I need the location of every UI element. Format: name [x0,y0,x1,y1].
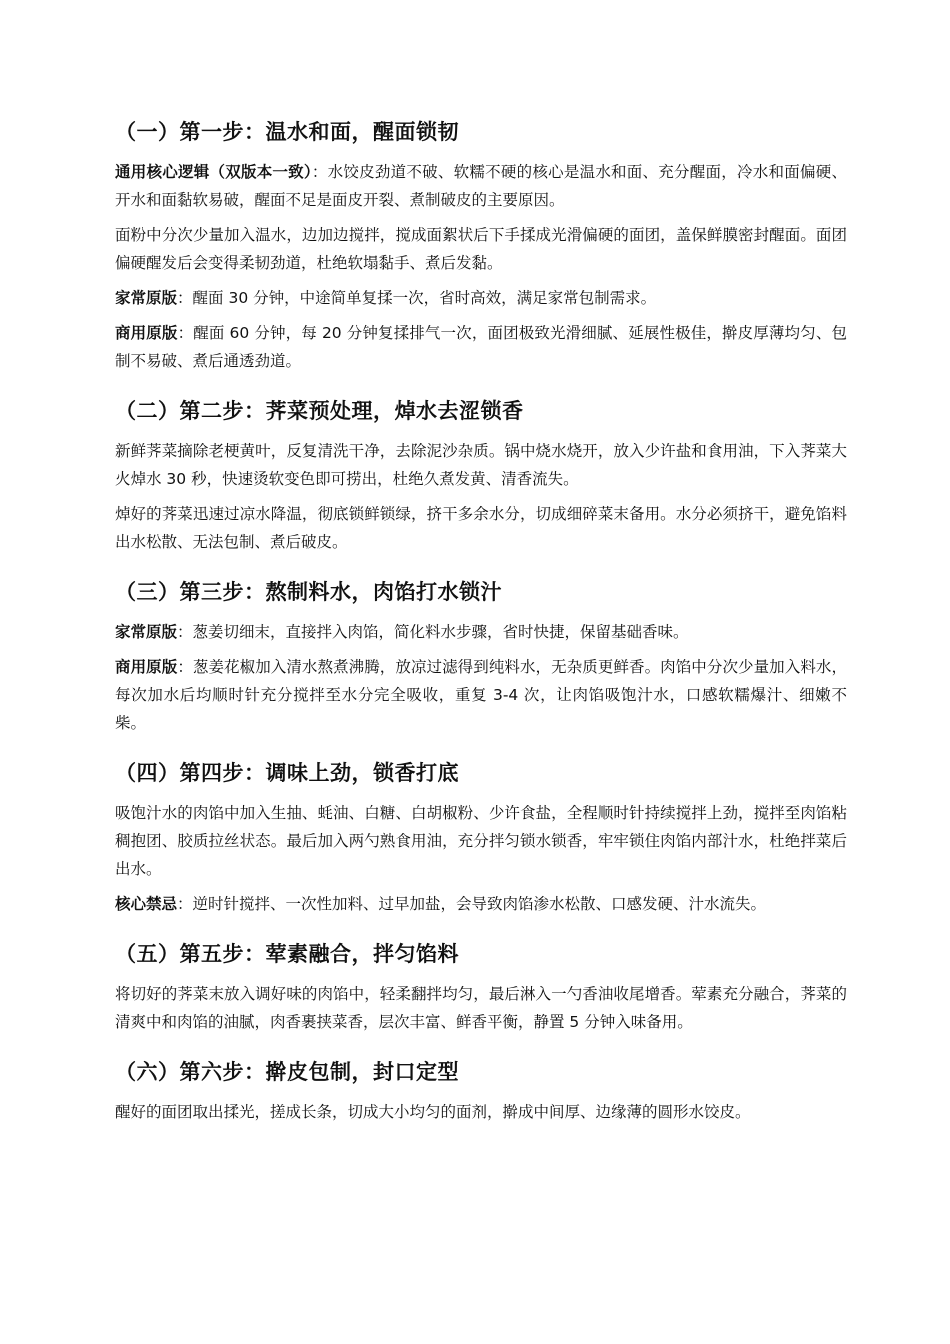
paragraph [115,284,847,312]
section [115,391,847,556]
paragraph [115,1098,847,1126]
label-separator: ： [177,623,193,641]
paragraph-text: 醒好的面团取出揉光，搓成长条，切成大小均匀的面剂，擀成中间厚、边缘薄的圆形水饺皮。 [115,1103,751,1121]
paragraph-text: 新鲜荠菜摘除老梗黄叶，反复清洗干净，去除泥沙杂质。锅中烧水烧开，放入少许盐和食用油，下入荠菜大火焯水 30 秒，快速烫软变色即可捞出，杜绝久煮发黄、清香流失。 [115,442,847,488]
document-page [115,112,847,1133]
paragraph-label: 商用原版 [115,324,178,342]
paragraph [115,158,847,214]
paragraph-label: 家常原版 [115,623,178,641]
paragraph-text: 将切好的荠菜末放入调好味的肉馅中，轻柔翻拌均匀，最后淋入一勺香油收尾增香。荤素充分融合，荠菜的清爽中和肉馅的油腻，肉香裹挟菜香，层次丰富、鲜香平衡，静置 5 分钟入味备用。 [115,985,847,1031]
paragraph-text: 面粉中分次少量加入温水，边加边搅拌，搅成面絮状后下手揉成光滑偏硬的面团，盖保鲜膜密封醒面。面团偏硬醒发后会变得柔韧劲道，杜绝软塌黏手、煮后发黏。 [115,226,847,272]
section [115,572,847,737]
paragraph [115,500,847,556]
section [115,112,847,375]
paragraph [115,653,847,737]
section [115,1052,847,1126]
paragraph-text: 葱姜花椒加入清水熬煮沸腾，放凉过滤得到纯料水，无杂质更鲜香。肉馅中分次少量加入料水，每次加水后均顺时针充分搅拌至水分完全吸收，重复 3-4 次，让肉馅吸饱汁水，口感软糯爆汁、细嫩不柴。 [115,658,847,732]
paragraph-text: 醒面 60 分钟，每 20 分钟复揉排气一次，面团极致光滑细腻、延展性极佳，擀皮厚薄均匀、包制不易破、煮后通透劲道。 [115,324,847,370]
section-heading: （五）第五步：荤素融合，拌匀馅料 [115,942,459,966]
section [115,934,847,1036]
paragraph [115,319,847,375]
label-separator: ： [177,658,193,676]
paragraph [115,980,847,1036]
paragraph [115,221,847,277]
label-separator: ： [177,324,194,342]
section-heading: （六）第六步：擀皮包制，封口定型 [115,1060,459,1084]
section-heading: （四）第四步：调味上劲，锁香打底 [115,761,459,785]
paragraph-text: 逆时针搅拌、一次性加料、过早加盐，会导致肉馅渗水松散、口感发硬、汁水流失。 [192,895,767,913]
paragraph-label: 核心禁忌 [115,895,178,913]
paragraph-label: 商用原版 [115,658,178,676]
section-heading: （三）第三步：熬制料水，肉馅打水锁汁 [115,580,502,604]
paragraph-text: 醒面 30 分钟，中途简单复揉一次，省时高效，满足家常包制需求。 [192,289,657,307]
paragraph-text: 焯好的荠菜迅速过凉水降温，彻底锁鲜锁绿，挤干多余水分，切成细碎菜末备用。水分必须挤干，避免馅料出水松散、无法包制、煮后破皮。 [115,505,847,551]
paragraph [115,618,847,646]
paragraph [115,437,847,493]
label-separator: ： [177,895,193,913]
label-separator: ： [311,163,328,181]
paragraph [115,890,847,918]
section [115,753,847,918]
section-heading: （一）第一步：温水和面，醒面锁韧 [115,120,459,144]
paragraph-text: 吸饱汁水的肉馅中加入生抽、蚝油、白糖、白胡椒粉、少许食盐，全程顺时针持续搅拌上劲，搅拌至肉馅粘稠抱团、胶质拉丝状态。最后加入两勺熟食用油，充分拌匀锁水锁香，牢牢锁住肉馅内部汁水，杜绝拌菜后出水。 [115,804,847,878]
paragraph-label: 通用核心逻辑（双版本一致） [115,163,312,181]
paragraph-text: 葱姜切细末，直接拌入肉馅，简化料水步骤，省时快捷，保留基础香味。 [192,623,689,641]
paragraph [115,799,847,883]
paragraph-label: 家常原版 [115,289,178,307]
label-separator: ： [177,289,193,307]
paragraph-text: 水饺皮劲道不破、软糯不硬的核心是温水和面、充分醒面，冷水和面偏硬、开水和面黏软易破，醒面不足是面皮开裂、煮制破皮的主要原因。 [115,163,847,209]
section-heading: （二）第二步：荠菜预处理，焯水去涩锁香 [115,399,524,423]
